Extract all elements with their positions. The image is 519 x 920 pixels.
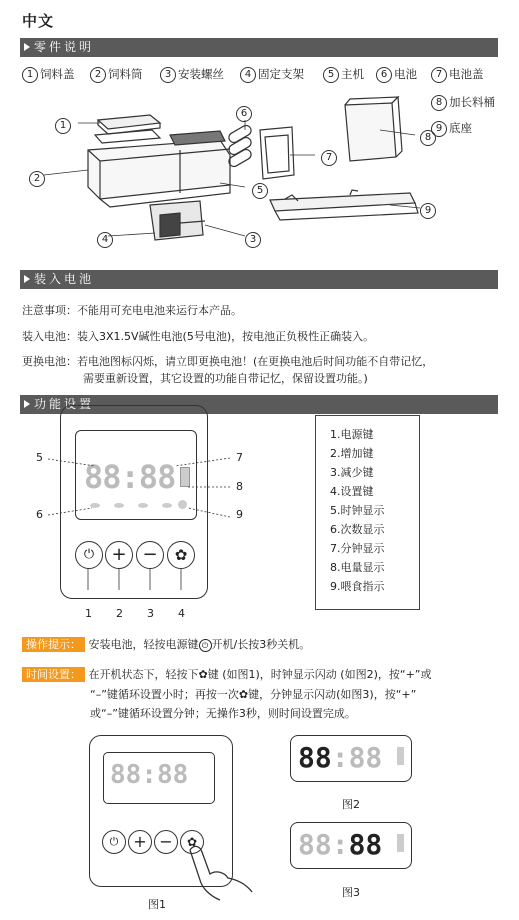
figure-3-caption: 图3 (342, 886, 360, 899)
button-num-4: 4 (178, 607, 185, 620)
power-button[interactable]: ⏻ (75, 541, 103, 569)
legend-item: 5.时钟显示 (330, 504, 385, 517)
callout-7: 7 (321, 147, 339, 166)
time-setting-label: 时间设置： (22, 667, 85, 682)
part-item-5: 5 主机 (323, 66, 364, 83)
panel-callout-9: 9 (236, 508, 243, 521)
callout-2: 2 (29, 168, 47, 187)
battery-notice: 注意事项：不能用可充电电池来运行本产品。 (22, 304, 242, 317)
button-num-1: 1 (85, 607, 92, 620)
fig1-plus-button: + (128, 830, 152, 854)
legend-item: 6.次数显示 (330, 523, 385, 536)
button-num-2: 2 (116, 607, 123, 620)
operation-tip: 操作提示： 安装电池，轻按电源键 ⏻ 开机/长按3秒关机。 (22, 636, 310, 652)
plus-button[interactable]: + (105, 541, 133, 569)
panel-callout-5: 5 (36, 451, 43, 464)
figure-2-caption: 图2 (342, 798, 360, 811)
fig2-battery-icon (397, 747, 404, 765)
gear-icon: ✿ (198, 668, 208, 681)
fig3-battery-icon (397, 834, 404, 852)
figure-1-digits: 88:88 (110, 760, 189, 790)
callout-5: 5 (252, 180, 270, 199)
legend-item: 7.分钟显示 (330, 542, 385, 555)
button-num-3: 3 (147, 607, 154, 620)
language-title: 中文 (22, 12, 55, 30)
part-item-7: 7 电池盖 (431, 66, 484, 83)
screen-digits: 88:88 (84, 458, 176, 496)
figure-2-hours: 88:88 (298, 741, 383, 774)
callout-4: 4 (97, 229, 115, 248)
part-item-2: 2 饲料筒 (90, 66, 143, 83)
figure-3-minutes: 88:88 (298, 828, 383, 861)
part-item-3: 3 安装螺丝 (160, 66, 224, 83)
operation-tip-label: 操作提示： (22, 637, 85, 652)
power-icon: ⏻ (199, 639, 212, 652)
panel-callout-7: 7 (236, 451, 243, 464)
legend-box (315, 415, 420, 610)
part-item-9: 9 底座 (431, 120, 472, 137)
time-setting-line3: 或“–”键循环设置分钟；无操作3秒，则时间设置完成。 (90, 707, 356, 720)
gear-icon[interactable]: ✿ (167, 541, 195, 569)
section-header-parts: 零件说明 (20, 38, 498, 57)
callout-1: 1 (55, 115, 73, 134)
section-header-battery: 装入电池 (20, 270, 498, 289)
part-item-1: 1 饲料盖 (22, 66, 75, 83)
legend-item: 1.电源键 (330, 428, 374, 441)
callout-8: 8 (420, 127, 438, 146)
pointing-hand-icon (180, 840, 260, 905)
battery-replace-line2: 需要重新设置，其它设置的功能自带记忆，保留设置功能。) (83, 372, 368, 385)
battery-install: 装入电池：装入3X1.5V碱性电池(5号电池)，按电池正负极性正确装入。 (22, 330, 375, 343)
part-item-4: 4 固定支架 (240, 66, 304, 83)
parts-exploded-diagram (20, 95, 440, 255)
section-header-function: 功能设置 (20, 395, 498, 414)
time-setting-line2: “–”键循环设置小时；再按一次✿键，分钟显示闪动(如图3)，按“+” (90, 688, 417, 701)
fig1-minus-button: − (154, 830, 178, 854)
legend-item: 2.增加键 (330, 447, 374, 460)
fig1-gear-icon: ✿ (180, 830, 204, 854)
legend-item: 8.电量显示 (330, 561, 385, 574)
time-setting-line1: 时间设置： 在开机状态下，轻按下✿键 (如图1)，时钟显示闪动 (如图2)，按“+”或 (22, 666, 432, 682)
legend-item: 3.减少键 (330, 466, 374, 479)
part-item-8: 8 加长料桶 (431, 94, 495, 111)
battery-replace-line1: 更换电池：若电池图标闪烁，请立即更换电池！(在更换电池后时间功能不自带记忆， (22, 355, 434, 368)
fig1-power-button: ⏻ (102, 830, 126, 854)
panel-callout-lines (30, 450, 245, 620)
gear-icon: ✿ (238, 688, 249, 701)
part-item-6: 6 电池 (376, 66, 417, 83)
legend-item: 4.设置键 (330, 485, 374, 498)
minus-button[interactable]: − (136, 541, 164, 569)
callout-9: 9 (420, 200, 438, 219)
callout-6: 6 (236, 103, 254, 122)
panel-callout-6: 6 (36, 508, 43, 521)
figure-1-caption: 图1 (148, 898, 166, 911)
callout-3: 3 (245, 229, 263, 248)
legend-item: 9.喂食指示 (330, 580, 385, 593)
panel-callout-8: 8 (236, 480, 243, 493)
